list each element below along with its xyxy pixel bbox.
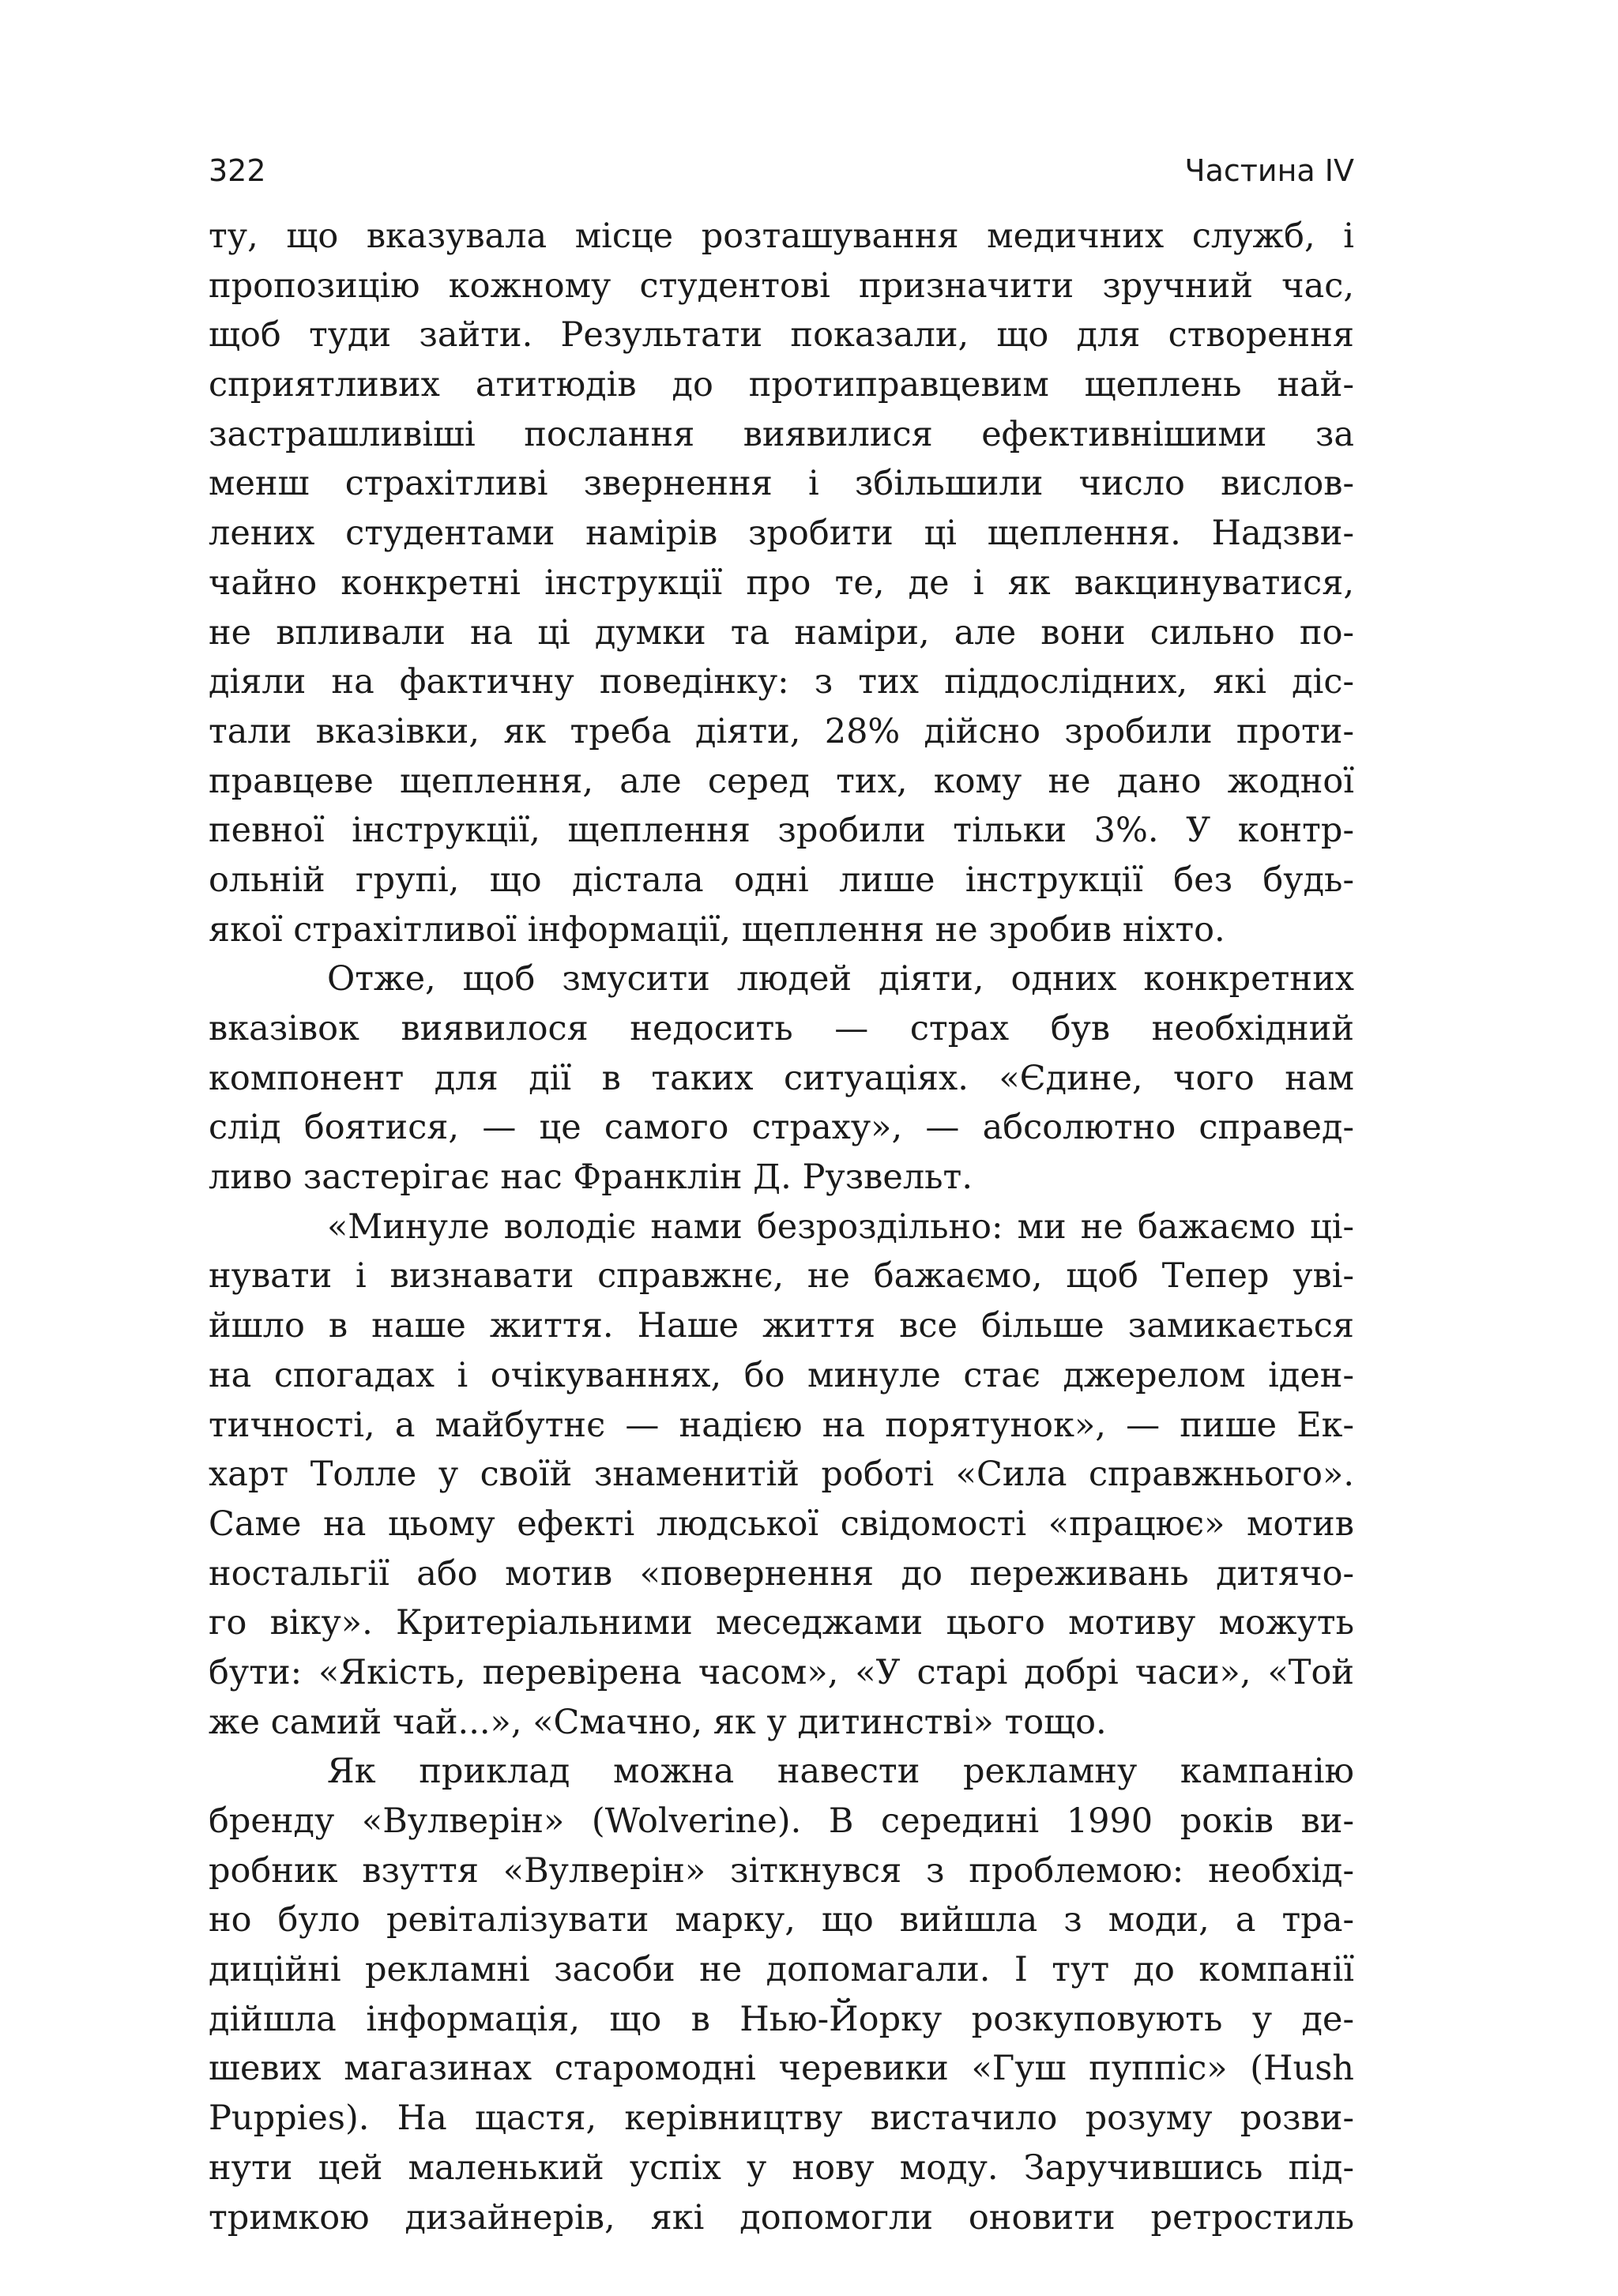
text-line: якої страхітливої інформації, щеплення не зробив ніхто.: [209, 909, 1225, 950]
text-line: Отже, щоб змусити людей діяти, одних конкретних: [327, 959, 1354, 999]
text-line: диційні рекламні засоби не допомагали. І тут до компанії: [209, 1950, 1354, 1990]
text-line: шевих магазинах старомодні черевики «Гуш пуппіс» (Hush: [209, 2049, 1354, 2089]
text-line: робник взуття «Вулверін» зіткнувся з проблемою: необхід-: [209, 1850, 1354, 1891]
text-line: певної інструкції, щеплення зробили тільки 3%. У контр-: [209, 811, 1354, 851]
body-text: [209, 212, 1354, 2242]
section-title: Частина IV: [1184, 153, 1354, 188]
text-line: не впливали на ці думки та наміри, але вони сильно по-: [209, 612, 1354, 653]
running-header: [209, 147, 1354, 194]
text-line: го віку». Критеріальними меседжами цього мотиву можуть: [209, 1603, 1354, 1643]
text-line: же самий чай...», «Смачно, як у дитинстві» тощо.: [209, 1702, 1107, 1742]
text-line: слід боятися, — це самого страху», — абсолютно справед-: [209, 1108, 1354, 1148]
page-number: 322: [209, 153, 266, 188]
text-line: пропозицію кожному студентові призначити зручний час,: [209, 265, 1354, 306]
text-line: ливо застерігає нас Франклін Д. Рузвельт.: [209, 1157, 973, 1198]
text-line: на спогадах і очікуваннях, бо минуле стає джерелом іден-: [209, 1355, 1354, 1395]
text-line: діяли на фактичну поведінку: з тих піддослідних, які діс-: [209, 662, 1354, 702]
text-line: компонент для дії в таких ситуаціях. «Єдине, чого нам: [209, 1058, 1354, 1098]
text-line: «Минуле володіє нами безроздільно: ми не бажаємо ці-: [327, 1206, 1354, 1247]
text-line: бути: «Якість, перевірена часом», «У старі добрі часи», «Той: [209, 1652, 1354, 1692]
text-line: тичності, а майбутнє — надією на порятунок», — пише Ек-: [209, 1405, 1354, 1445]
text-line: застрашливіші послання виявилися ефективнішими за: [209, 414, 1354, 454]
text-line: сприятливих атитюдів до протиправцевим щеплень най-: [209, 365, 1354, 405]
text-line: йшло в наше життя. Наше життя все більше замикається: [209, 1306, 1354, 1346]
paragraph: [209, 1747, 1354, 2242]
text-line: Puppies). На щастя, керівництву вистачило розуму розви-: [209, 2098, 1354, 2139]
text-line: щоб туди зайти. Результати показали, що для створення: [209, 315, 1354, 356]
text-line: Як приклад можна навести рекламну кампанію: [327, 1752, 1354, 1792]
paragraph: [209, 212, 1354, 954]
text-line: ту, що вказувала місце розташування медичних служб, і: [209, 216, 1354, 256]
paragraph: [209, 1203, 1354, 1748]
text-line: вказівок виявилося недосить — страх був необхідний: [209, 1009, 1354, 1048]
text-line: но було ревіталізувати марку, що вийшла з моди, а тра-: [209, 1900, 1354, 1940]
text-line: тримкою дизайнерів, які допомогли оновити ретростиль: [209, 2197, 1354, 2238]
text-line: нувати і визнавати справжнє, не бажаємо, щоб Тепер уві-: [209, 1256, 1354, 1297]
text-line: ностальгії або мотив «повернення до переживань дитячо-: [209, 1553, 1354, 1594]
text-line: лених студентами намірів зробити ці щеплення. Надзви-: [209, 514, 1354, 554]
text-line: чайно конкретні інструкції про те, де і як вакцинуватися,: [209, 563, 1354, 603]
text-line: ольній групі, що дістала одні лише інструкції без будь-: [209, 860, 1354, 900]
text-line: нути цей маленький успіх у нову моду. Заручившись під-: [209, 2147, 1354, 2188]
text-line: менш страхітливі звернення і збільшили число вислов-: [209, 464, 1354, 504]
paragraph: [209, 954, 1354, 1202]
text-line: Саме на цьому ефекті людської свідомості «працює» мотив: [209, 1504, 1354, 1544]
text-line: правцеве щеплення, але серед тих, кому не дано жодної: [209, 761, 1354, 801]
text-line: харт Толле у своїй знаменитій роботі «Сила справжнього».: [209, 1455, 1354, 1495]
text-line: бренду «Вулверін» (Wolverine). В середині 1990 років ви-: [209, 1801, 1354, 1841]
text-line: дійшла інформація, що в Нью-Йорку розкуповують у де-: [209, 1999, 1354, 2039]
text-line: тали вказівки, як треба діяти, 28% дійсно зробили проти-: [209, 711, 1354, 751]
